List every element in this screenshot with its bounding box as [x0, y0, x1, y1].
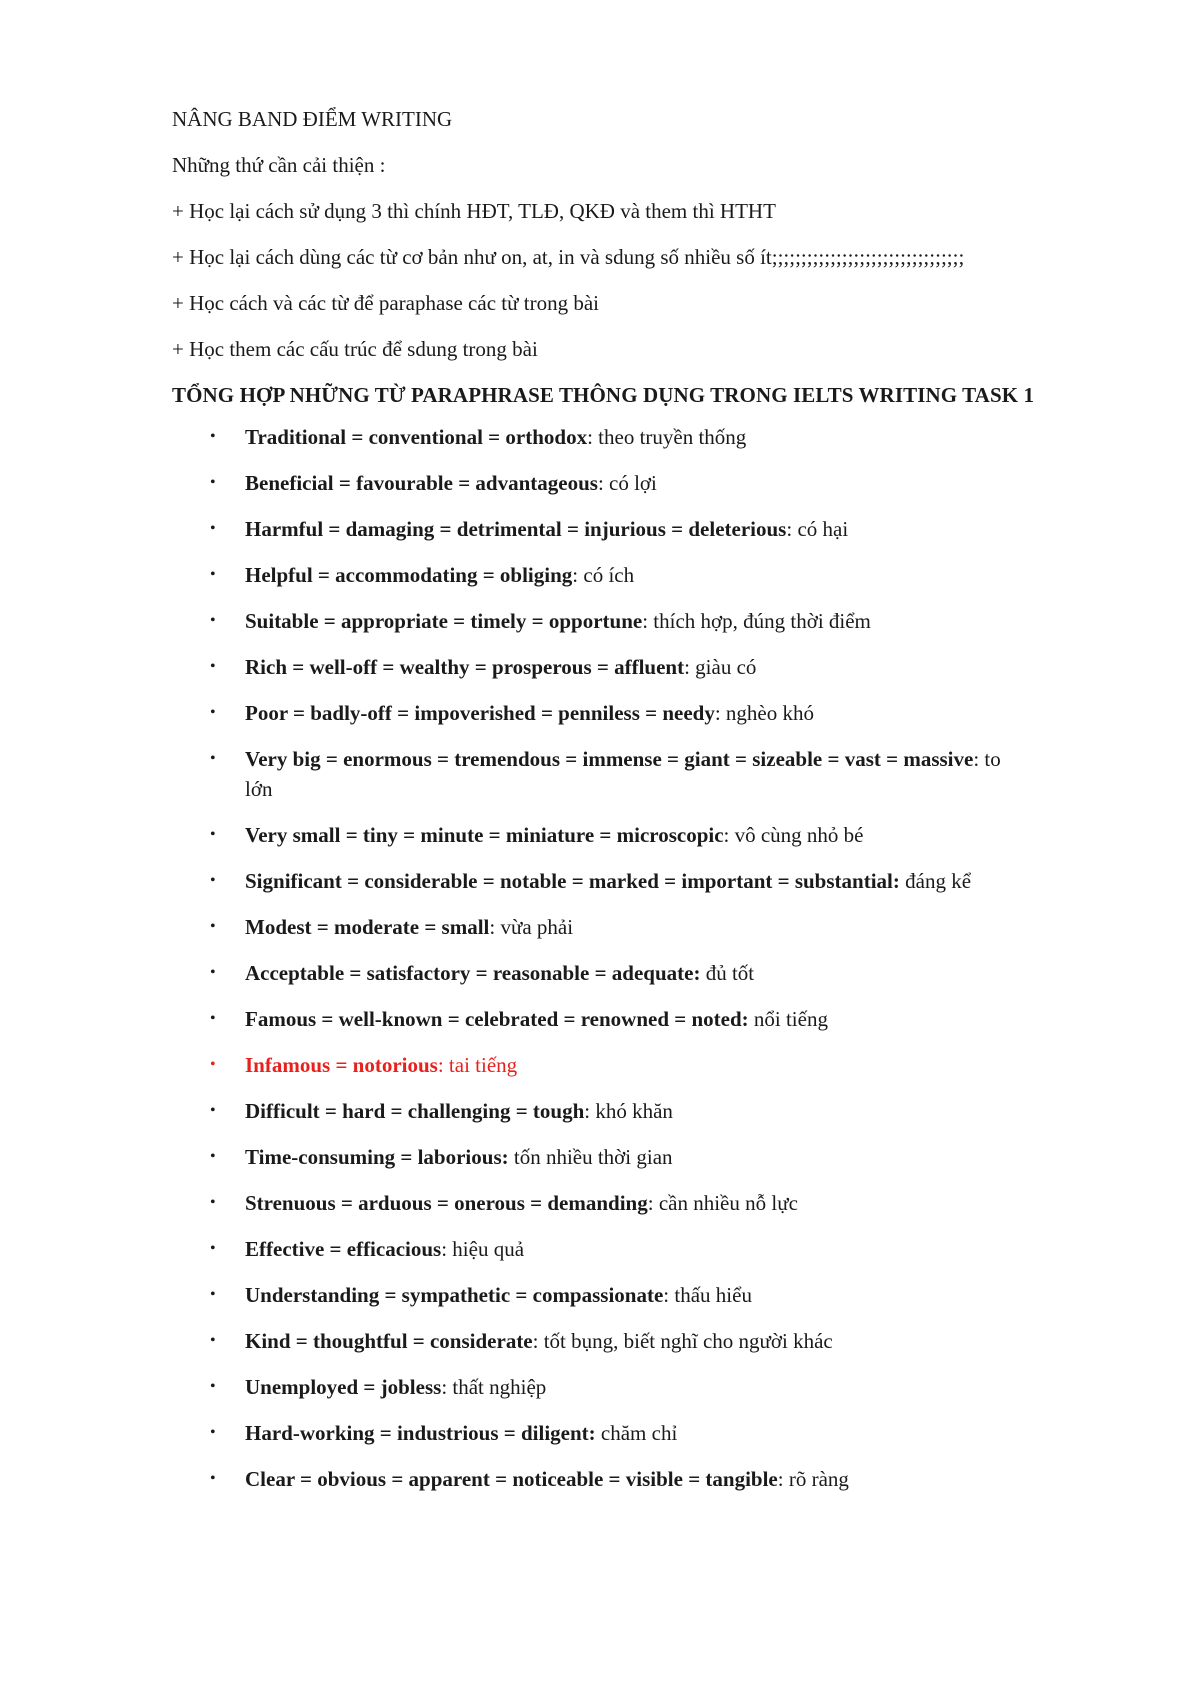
bullet-icon: • [210, 1240, 216, 1257]
vocab-meaning: : to lớn [245, 747, 1001, 801]
vocab-meaning: : có lợi [597, 471, 657, 495]
vocab-item [172, 866, 1102, 896]
vocab-item [172, 1004, 1102, 1034]
improvement-item: + Học lại cách dùng các từ cơ bản như on, at, in và sdung số nhiều số ít;;;;;;;;;;;;;;;;;;;;;;;;;;;;;;;;; [172, 245, 965, 269]
bullet-icon: • [210, 428, 216, 445]
vocab-item [172, 606, 1102, 636]
vocab-terms: Effective = efficacious [245, 1237, 442, 1261]
vocab-terms: Acceptable = satisfactory = reasonable = adequate: [245, 961, 701, 985]
vocab-meaning: tốn nhiều thời gian [508, 1145, 673, 1169]
vocab-meaning: đủ tốt [700, 961, 755, 985]
vocab-meaning: : theo truyền thống [587, 425, 747, 449]
vocab-terms: Infamous = notorious [245, 1053, 438, 1077]
vocab-terms: Time-consuming = laborious: [245, 1145, 509, 1169]
vocab-terms: Difficult = hard = challenging = tough [245, 1099, 585, 1123]
vocab-meaning: đáng kể [899, 869, 972, 893]
vocab-terms: Clear = obvious = apparent = noticeable = visible = tangible [245, 1467, 778, 1491]
vocab-meaning: : giàu có [684, 655, 757, 679]
vocab-terms: Harmful = damaging = detrimental = injurious = deleterious [245, 517, 787, 541]
vocab-meaning: : nghèo khó [714, 701, 814, 725]
bullet-icon: • [210, 1148, 216, 1165]
vocab-item [172, 1142, 1102, 1172]
vocab-terms: Beneficial = favourable = advantageous [245, 471, 598, 495]
vocab-meaning: : thích hợp, đúng thời điểm [642, 609, 871, 633]
vocab-terms: Understanding = sympathetic = compassionate [245, 1283, 664, 1307]
vocab-item [172, 1234, 1102, 1264]
vocab-terms: Kind = thoughtful = considerate [245, 1329, 533, 1353]
vocab-item [172, 698, 1102, 728]
vocab-meaning: chăm chỉ [595, 1421, 678, 1445]
vocab-item [172, 912, 1102, 942]
bullet-icon: • [210, 566, 216, 583]
bullet-icon: • [210, 1010, 216, 1027]
bullet-icon: • [210, 1056, 216, 1073]
bullet-icon: • [210, 1424, 216, 1441]
vocab-item [172, 1326, 1102, 1356]
vocab-meaning: : rõ ràng [777, 1467, 849, 1491]
vocab-item [172, 820, 1102, 850]
vocab-item [172, 514, 1102, 544]
vocab-terms: Unemployed = jobless [245, 1375, 442, 1399]
document-title: NÂNG BAND ĐIỂM WRITING [172, 107, 453, 131]
vocab-item [172, 1096, 1102, 1126]
improvement-item: + Học them các cấu trúc để sdung trong bài [172, 337, 538, 361]
vocab-item [172, 560, 1102, 590]
vocab-meaning: : vừa phải [489, 915, 574, 939]
vocab-meaning: : thấu hiểu [663, 1283, 752, 1307]
vocab-terms: Poor = badly-off = impoverished = penniless = needy [245, 701, 715, 725]
vocab-terms: Modest = moderate = small [245, 915, 490, 939]
vocab-terms: Strenuous = arduous = onerous = demanding [245, 1191, 648, 1215]
section-heading: TỔNG HỢP NHỮNG TỪ PARAPHRASE THÔNG DỤNG TRONG IELTS WRITING TASK 1 [172, 383, 1035, 407]
vocab-meaning: : thất nghiệp [441, 1375, 547, 1399]
bullet-icon: • [210, 1378, 216, 1395]
vocab-meaning: : tai tiếng [437, 1053, 518, 1077]
bullet-icon: • [210, 1286, 216, 1303]
improve-intro: Những thứ cần cải thiện : [172, 153, 386, 177]
vocab-terms: Very big = enormous = tremendous = immense = giant = sizeable = vast = massive [245, 747, 974, 771]
bullet-icon: • [210, 1470, 216, 1487]
bullet-icon: • [210, 1332, 216, 1349]
bullet-icon: • [210, 612, 216, 629]
bullet-icon: • [210, 474, 216, 491]
bullet-icon: • [210, 918, 216, 935]
vocab-meaning: : hiệu quả [441, 1237, 525, 1261]
vocab-terms: Very small = tiny = minute = miniature = microscopic [245, 823, 724, 847]
vocab-item [172, 652, 1102, 682]
vocab-terms: Rich = well-off = wealthy = prosperous = affluent [245, 655, 685, 679]
vocab-item [172, 1418, 1102, 1448]
improvement-item: + Học lại cách sử dụng 3 thì chính HĐT, TLĐ, QKĐ và them thì HTHT [172, 199, 776, 223]
vocab-meaning: : có hại [786, 517, 849, 541]
vocab-item [172, 1464, 1102, 1494]
vocab-list [172, 422, 1102, 1494]
vocab-terms: Helpful = accommodating = obliging [245, 563, 573, 587]
vocab-item [172, 744, 1022, 804]
vocab-meaning: : cần nhiều nỗ lực [647, 1191, 798, 1215]
vocab-terms: Traditional = conventional = orthodox [245, 425, 588, 449]
vocab-terms: Hard-working = industrious = diligent: [245, 1421, 596, 1445]
vocab-meaning: : vô cùng nhỏ bé [723, 823, 864, 847]
vocab-item [172, 1280, 1102, 1310]
vocab-item [172, 468, 1102, 498]
vocab-item [172, 1188, 1102, 1218]
vocab-meaning: : tốt bụng, biết nghĩ cho người khác [532, 1329, 833, 1353]
bullet-icon: • [210, 520, 216, 537]
bullet-icon: • [210, 826, 216, 843]
bullet-icon: • [210, 750, 216, 767]
bullet-icon: • [210, 964, 216, 981]
vocab-terms: Suitable = appropriate = timely = opportune [245, 609, 643, 633]
bullet-icon: • [210, 1194, 216, 1211]
document-page [172, 104, 1102, 1510]
vocab-terms: Significant = considerable = notable = marked = important = substantial: [245, 869, 900, 893]
vocab-item-highlighted [172, 1050, 1102, 1080]
vocab-meaning: nổi tiếng [748, 1007, 828, 1031]
vocab-meaning: : khó khăn [584, 1099, 673, 1123]
vocab-meaning: : có ích [572, 563, 635, 587]
bullet-icon: • [210, 1102, 216, 1119]
vocab-item [172, 1372, 1102, 1402]
bullet-icon: • [210, 658, 216, 675]
vocab-item [172, 958, 1102, 988]
bullet-icon: • [210, 872, 216, 889]
vocab-item [172, 422, 1102, 452]
vocab-terms: Famous = well-known = celebrated = renowned = noted: [245, 1007, 749, 1031]
improvement-item: + Học cách và các từ để paraphase các từ trong bài [172, 291, 599, 315]
bullet-icon: • [210, 704, 216, 721]
